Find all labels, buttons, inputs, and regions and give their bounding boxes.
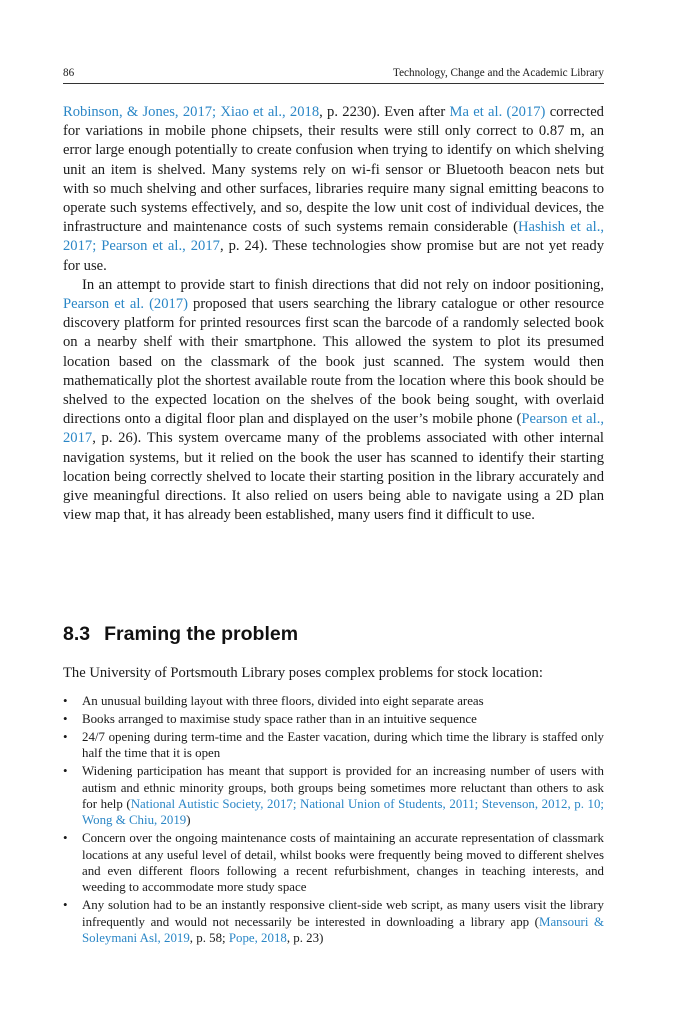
paragraph-text: , p. 2230). Even after — [319, 104, 450, 120]
citation-link[interactable]: Hashish et al., 2017; Pearson et al., 2017 — [63, 219, 605, 255]
citation-link[interactable]: Pearson et al., 2017 — [63, 411, 604, 447]
paragraph-2 — [63, 276, 604, 526]
list-item-text: An unusual building layout with three floors, divided into eight separate areas — [82, 694, 484, 708]
list-item-text: Books arranged to maximise study space rather than in an intuitive sequence — [82, 711, 477, 726]
running-header — [63, 67, 604, 79]
bullet-icon: • — [63, 764, 68, 779]
list-item-text: Concern over the ongoing maintenance costs of maintaining an accurate representation of classmark locations at any useful level of detail, whilst books were frequently being moved to different shelves and even different floors following a recent refurbishment, changes in teaching interests, and weeding to accommodate more study space — [82, 831, 604, 895]
paragraph-1 — [63, 103, 604, 276]
list-item — [63, 897, 604, 946]
citation-link[interactable]: Pope, 2018 — [228, 931, 287, 946]
citation-link[interactable]: National Autistic Society, 2017; National Union of Students, 2011; Stevenson, 2012, p. 10; Wong & Chiu, 2019 — [82, 796, 604, 828]
list-item-text: Any solution had to be an instantly responsive client-side web script, as many users visit the library infrequently and would not necessarily be interested in downloading a library app ( — [82, 898, 604, 929]
list-item — [63, 693, 604, 709]
running-title: Technology, Change and the Academic Library — [393, 67, 604, 79]
citation-link[interactable]: Mansouri & Soleymani Asl, 2019 — [82, 914, 604, 946]
list-item — [63, 830, 604, 896]
header-rule — [63, 83, 604, 84]
page-number: 86 — [63, 67, 75, 79]
list-item-text: 24/7 opening during term-time and the Easter vacation, during which time the library is staffed only half the time that it is open — [82, 729, 604, 761]
section-heading — [63, 623, 604, 646]
list-item — [63, 763, 604, 829]
citation-link[interactable]: Ma et al. (2017) — [449, 104, 546, 120]
list-item-text: Widening participation has meant that support is provided for an increasing number of users with autism and ethnic minority groups, both groups being sometimes more reluctant than others to ask for help ( — [82, 764, 604, 811]
list-item — [63, 729, 604, 762]
citation-link[interactable]: Robinson, & Jones, 2017; Xiao et al., 2018 — [63, 104, 320, 120]
list-item — [63, 711, 604, 727]
section-title: Framing the problem — [104, 623, 299, 645]
paragraph-text: , p. 24). These technologies show promise but are not yet ready for use. — [63, 238, 604, 274]
bullet-icon: • — [63, 831, 68, 846]
bullet-icon: • — [63, 898, 68, 913]
bullet-icon: • — [63, 711, 68, 726]
bullet-icon: • — [63, 694, 68, 708]
list-item-text: , p. 58; — [189, 931, 229, 946]
body-text — [63, 103, 604, 525]
paragraph-text: , p. 26). This system overcame many of the problems associated with other internal navigation systems, but it relied on the book the user has scanned to identify their starting location being correctly shelved to locate their starting position in the library accurately and give meaningful directions. It also relied on users being able to navigate using a 2D plan view map that, it has already been established, many users find it difficult to use. — [63, 430, 604, 524]
problem-list — [63, 693, 604, 948]
paragraph-text: corrected for variations in mobile phone chipsets, their results were still only correct to 0.87 m, an error large enough potentially to create confusion when trying to identify on which shelving unit an item is shelved. Many systems rely on wi-fi sensor or Bluetooth beacon nets but with so much shelving and other surfaces, libraries require many signal emitting beacons to operate such systems effectively, and so, despite the low unit cost of individual devices, the infrastructure and maintenance costs of such systems remain considerable ( — [63, 104, 604, 236]
paragraph-text: In an attempt to provide start to finish directions that did not rely on indoor positioning, — [82, 276, 604, 293]
list-item-text: ) — [186, 813, 191, 828]
list-item-text: , p. 23) — [286, 931, 324, 946]
citation-link[interactable]: Pearson et al. (2017) — [63, 296, 188, 313]
bullet-icon: • — [63, 729, 68, 744]
intro-sentence: The University of Portsmouth Library poses complex problems for stock location: — [63, 665, 543, 681]
section-number: 8.3 — [63, 623, 91, 645]
paragraph-text: proposed that users searching the library catalogue or other resource discovery platform for printed resources first scan the barcode of a randomly selected book on a nearby shelf with their smartphone. This allowed the system to plot its presumed location based on the classmark of the book just scanned. The system would then mathematically plot the shortest available route from the location where this book should be shelved to the expected location on the shelves of the book being sought, with overlaid directions onto a digital floor plan and displayed on the user’s mobile phone ( — [63, 296, 604, 428]
